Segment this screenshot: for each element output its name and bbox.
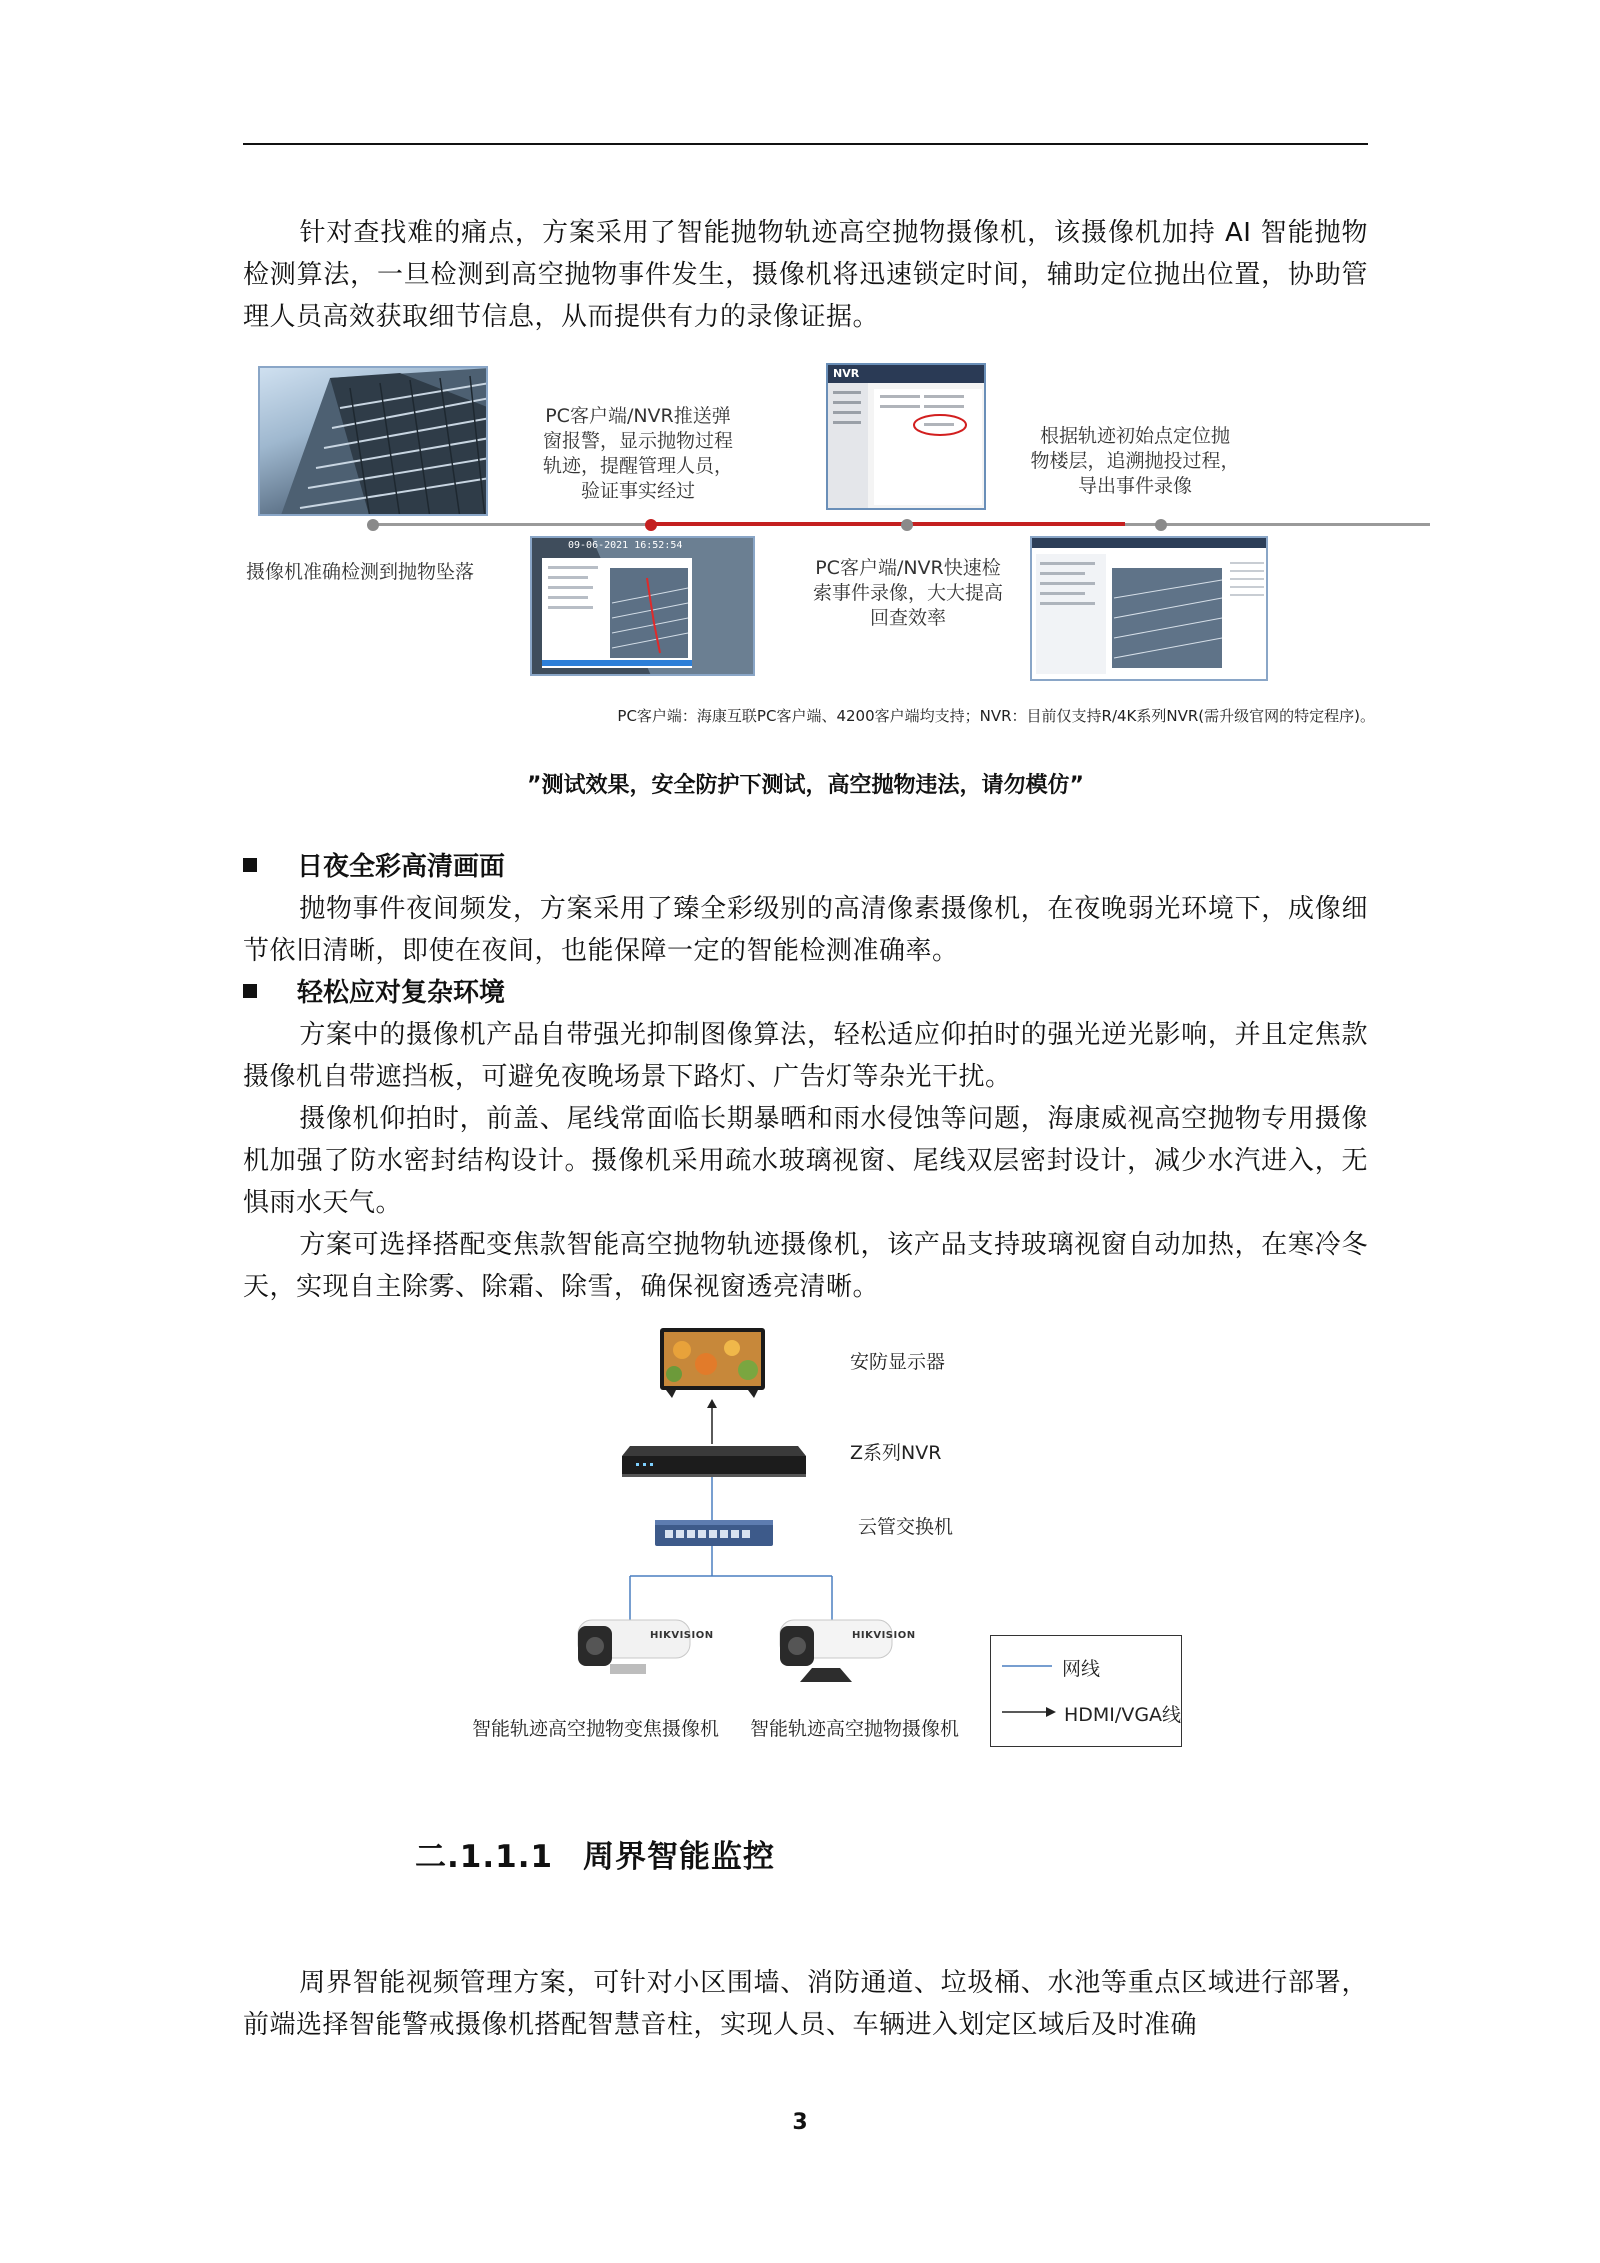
bullet-square-icon (243, 858, 257, 872)
paragraph-intro: 针对查找难的痛点，方案采用了智能抛物轨迹高空抛物摄像机，该摄像机加持 AI 智能抛物检测算法，一旦检测到高空抛物事件发生，摄像机将迅速锁定时间，辅助定位抛出位置，协助管理人员高效获取细节信息，从而提供有力的录像证据。 (243, 218, 1368, 332)
paragraph-day-night: 抛物事件夜间频发，方案采用了臻全彩级别的高清像素摄像机，在夜晚弱光环境下，成像细节依旧清晰，即使在夜间，也能保障一定的智能检测准确率。 (243, 894, 1368, 966)
alarm-popup-screenshot (530, 536, 755, 676)
building-grid-graphic (260, 368, 488, 516)
header-rule (243, 143, 1368, 145)
page-number: 3 (792, 2110, 808, 2135)
timeline-dot (1155, 519, 1167, 531)
zoom-camera-label: 智能轨迹高空抛物变焦摄像机 (472, 1718, 720, 1740)
section-title: 周界智能监控 (583, 1839, 776, 1875)
step4-text: 根据轨迹初始点定位抛 物楼层，追溯抛投过程， 导出事件录像 (1030, 425, 1240, 497)
legend-box (990, 1635, 1182, 1747)
nvr-device-icon (622, 1446, 806, 1477)
playback-screenshot (1030, 536, 1268, 681)
bullet-square-icon (243, 984, 257, 998)
paragraph-env-2: 摄像机仰拍时，前盖、尾线常面临长期暴晒和雨水侵蚀等问题，海康威视高空抛物专用摄像机加强了防水密封结构设计。摄像机采用疏水玻璃视窗、尾线双层密封设计，减少水汽进入，无惧雨水天气。 (243, 1104, 1368, 1218)
figure1-footnote: PC客户端：海康互联PC客户端、4200客户端均支持；NVR：目前仅支持R/4K系列NVR(需升级官网的特定程序)。 (617, 707, 1375, 725)
figure-process-timeline (240, 360, 1375, 735)
paragraph-perimeter: 周界智能视频管理方案，可针对小区围墙、消防通道、垃圾桶、水池等重点区域进行部署，前端选择智能警戒摄像机搭配智慧音柱，实现人员、车辆进入划定区域后及时准确 (243, 1968, 1368, 2040)
nvr-screen-screenshot (826, 363, 986, 510)
legend-net-label: 网线 (1062, 1658, 1101, 1680)
nvr-label: Z系列NVR (850, 1442, 942, 1464)
zoom-camera-icon (578, 1620, 690, 1674)
monitor-icon (660, 1328, 765, 1398)
fixed-camera-label: 智能轨迹高空抛物摄像机 (750, 1718, 960, 1740)
bullet-complex-env: 轻松应对复杂环境 (243, 972, 505, 1014)
switch-device-icon (655, 1520, 773, 1546)
timeline-dot (901, 519, 913, 531)
nvr-title-bar: NVR (828, 365, 984, 383)
paragraph-env-3: 方案可选择搭配变焦款智能高空抛物轨迹摄像机，该产品支持玻璃视窗自动加热，在寒冷冬天，实现自主除雾、除霜、除雪，确保视窗透亮清晰。 (243, 1230, 1368, 1302)
timeline-dot (367, 519, 379, 531)
timeline-highlight (650, 522, 1125, 526)
step2-text: PC客户端/NVR推送弹 窗报警，显示抛物过程 轨迹，提醒管理人员， 验证事实经过 (542, 405, 733, 502)
switch-label: 云管交换机 (858, 1516, 954, 1538)
legend-hdmi-label: HDMI/VGA线 (1064, 1704, 1182, 1726)
playback-graphic (1032, 538, 1268, 681)
figure1-caption: ”测试效果，安全防护下测试，高空抛物违法，请勿模仿” (527, 773, 1084, 798)
nvr-menu-graphic (828, 383, 986, 510)
building-photo (258, 366, 488, 516)
section-heading (415, 1831, 775, 1876)
screen-timestamp: 09-06-2021 16:52:54 (568, 540, 683, 551)
timeline-dot-active (645, 519, 657, 531)
camera-brand-label: HIKVISION (852, 1630, 916, 1641)
section-number: 二.1.1.1 (415, 1839, 554, 1875)
paragraph-env-1: 方案中的摄像机产品自带强光抑制图像算法，轻松适应仰拍时的强光逆光影响，并且定焦款摄像机自带遮挡板，可避免夜晚场景下路灯、广告灯等杂光干扰。 (243, 1020, 1368, 1092)
bullet-day-night: 日夜全彩高清画面 (243, 846, 505, 888)
alarm-popup-graphic (532, 538, 755, 676)
step1-text: 摄像机准确检测到抛物坠落 (246, 561, 475, 583)
camera-brand-label: HIKVISION (650, 1630, 714, 1641)
monitor-label: 安防显示器 (850, 1351, 946, 1373)
figure-system-topology (460, 1320, 1190, 1760)
step3-text: PC客户端/NVR快速检 索事件录像，大大提高 回查效率 (812, 557, 1003, 629)
